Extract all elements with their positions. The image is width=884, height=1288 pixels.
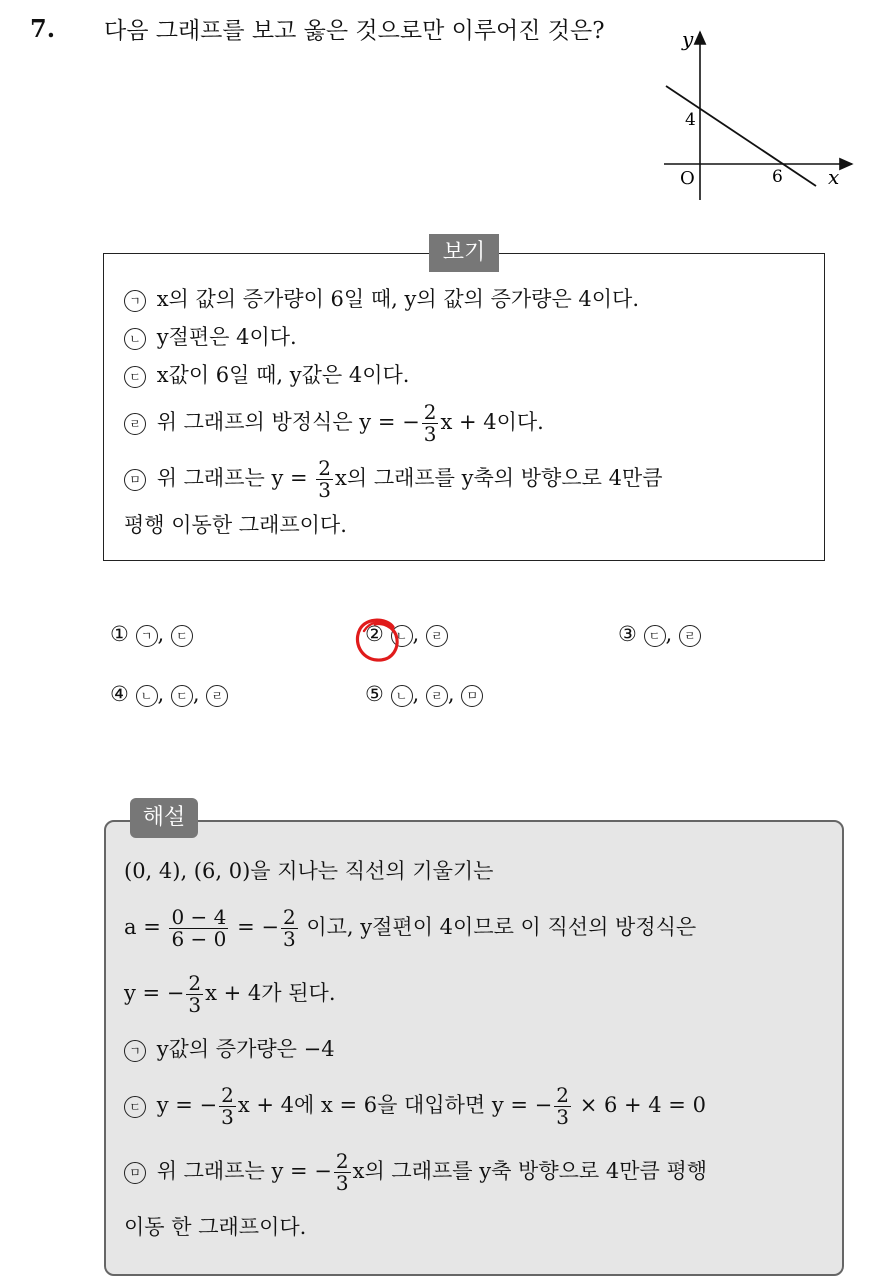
question-number: 7.	[30, 14, 56, 43]
choice-3[interactable]: ③ ㄷ , ㄹ	[618, 622, 701, 647]
solution-line	[124, 894, 829, 960]
y-intercept-label: 4	[685, 110, 696, 130]
solution-text: (0, 4), (6, 0)을 지나는 직선의 기울기는	[124, 859, 494, 883]
item-marker: ㄴ	[124, 328, 146, 350]
choice-4[interactable]: ④ ㄴ , ㄷ , ㄹ	[110, 682, 228, 707]
choice-1[interactable]: ① ㄱ , ㄷ	[110, 622, 193, 647]
choice-marker: ㄴ	[391, 625, 413, 647]
choice-marker: ㄷ	[171, 685, 193, 707]
bogi-item-continuation	[124, 506, 814, 544]
solution-text: y값의 증가량은 −4	[156, 1037, 335, 1061]
choice-number: ④	[110, 682, 129, 706]
solution-line	[124, 960, 829, 1026]
bogi-item	[124, 318, 814, 356]
item-text: x값이 6일 때, y값은 4이다.	[156, 363, 410, 387]
y-axis-label: y	[682, 27, 694, 51]
bogi-item	[124, 280, 814, 318]
item-marker: ㄷ	[124, 366, 146, 388]
solution-text: 이동 한 그래프이다.	[124, 1215, 307, 1239]
linear-graph	[660, 26, 860, 206]
item-text: 위 그래프는 y =	[156, 466, 315, 490]
bogi-item	[124, 356, 814, 394]
choice-number: ②	[365, 622, 384, 646]
bogi-item	[124, 450, 814, 506]
choice-number: ⑤	[365, 682, 384, 706]
choice-marker: ㄴ	[136, 685, 158, 707]
bogi-items	[124, 280, 814, 544]
choice-number: ③	[618, 622, 637, 646]
answer-choices	[110, 622, 870, 742]
bogi-item	[124, 394, 814, 450]
choice-marker: ㄹ	[426, 685, 448, 707]
item-marker: ㄷ	[124, 1096, 146, 1118]
item-text: x + 4이다.	[440, 410, 544, 434]
fraction: $\frac{2}{3}$	[318, 456, 332, 502]
choice-number: ①	[110, 622, 129, 646]
item-text: 위 그래프의 방정식은 y = −	[156, 410, 420, 434]
choice-marker: ㄹ	[426, 625, 448, 647]
origin-label: O	[680, 168, 695, 189]
item-marker: ㄱ	[124, 290, 146, 312]
choice-marker: ㅁ	[461, 685, 483, 707]
fraction: $\frac{2}{3}$	[188, 971, 202, 1017]
item-text: y절편은 4이다.	[156, 325, 297, 349]
item-marker: ㄹ	[124, 413, 146, 435]
choice-marker: ㄱ	[136, 625, 158, 647]
solution-text: x의 그래프를 y축 방향으로 4만큼 평행	[352, 1159, 708, 1183]
item-marker: ㄱ	[124, 1040, 146, 1062]
fraction: $\frac{2}{3}$	[221, 1083, 234, 1129]
choice-2[interactable]: ② ㄴ , ㄹ	[365, 622, 448, 647]
choice-marker: ㄴ	[391, 685, 413, 707]
item-text: 평행 이동한 그래프이다.	[124, 513, 347, 537]
solution-text: a =	[124, 915, 168, 939]
solution-line	[124, 1026, 829, 1072]
choice-marker: ㄹ	[679, 625, 701, 647]
solution-text: x + 4가 된다.	[205, 981, 336, 1005]
fraction: $\frac{2}{3}$	[335, 1149, 349, 1195]
solution-text: × 6 + 4 = 0	[573, 1093, 706, 1117]
solution-line	[124, 1138, 829, 1204]
choice-5[interactable]: ⑤ ㄴ , ㄹ , ㅁ	[365, 682, 483, 707]
question-text: 다음 그래프를 보고 옳은 것으로만 이루어진 것은?	[104, 18, 605, 44]
choice-marker: ㄷ	[644, 625, 666, 647]
haeseol-content	[124, 848, 829, 1250]
item-text: x의 값의 증가량이 6일 때, y의 값의 증가량은 4이다.	[156, 287, 640, 311]
choice-marker: ㄹ	[206, 685, 228, 707]
solution-text: y = −	[156, 1093, 218, 1117]
solution-text: y = −	[124, 981, 185, 1005]
fraction: $\frac{2}{3}$	[423, 400, 437, 446]
fraction: $\frac{0 - 4}{6 - 0}$	[171, 905, 227, 951]
fraction: $\frac{2}{3}$	[282, 905, 296, 951]
solution-text: = −	[230, 915, 279, 939]
x-axis-label: x	[828, 165, 840, 189]
item-marker: ㅁ	[124, 1162, 146, 1184]
haeseol-label: 해설	[130, 798, 198, 838]
selected-answer-circle	[353, 615, 403, 665]
item-marker: ㅁ	[124, 469, 146, 491]
fraction: $\frac{2}{3}$	[556, 1083, 570, 1129]
solution-text: x + 4에 x = 6을 대입하면 y = −	[237, 1093, 553, 1117]
solution-line	[124, 1204, 829, 1250]
solution-line	[124, 1072, 829, 1138]
choice-marker: ㄷ	[171, 625, 193, 647]
x-intercept-label: 6	[772, 167, 783, 187]
item-text: x의 그래프를 y축의 방향으로 4만큼	[335, 466, 663, 490]
solution-text: 이고, y절편이 4이므로 이 직선의 방정식은	[299, 915, 697, 939]
solution-text: 위 그래프는 y = −	[156, 1159, 332, 1183]
bogi-label: 보기	[429, 234, 499, 272]
solution-line	[124, 848, 829, 894]
